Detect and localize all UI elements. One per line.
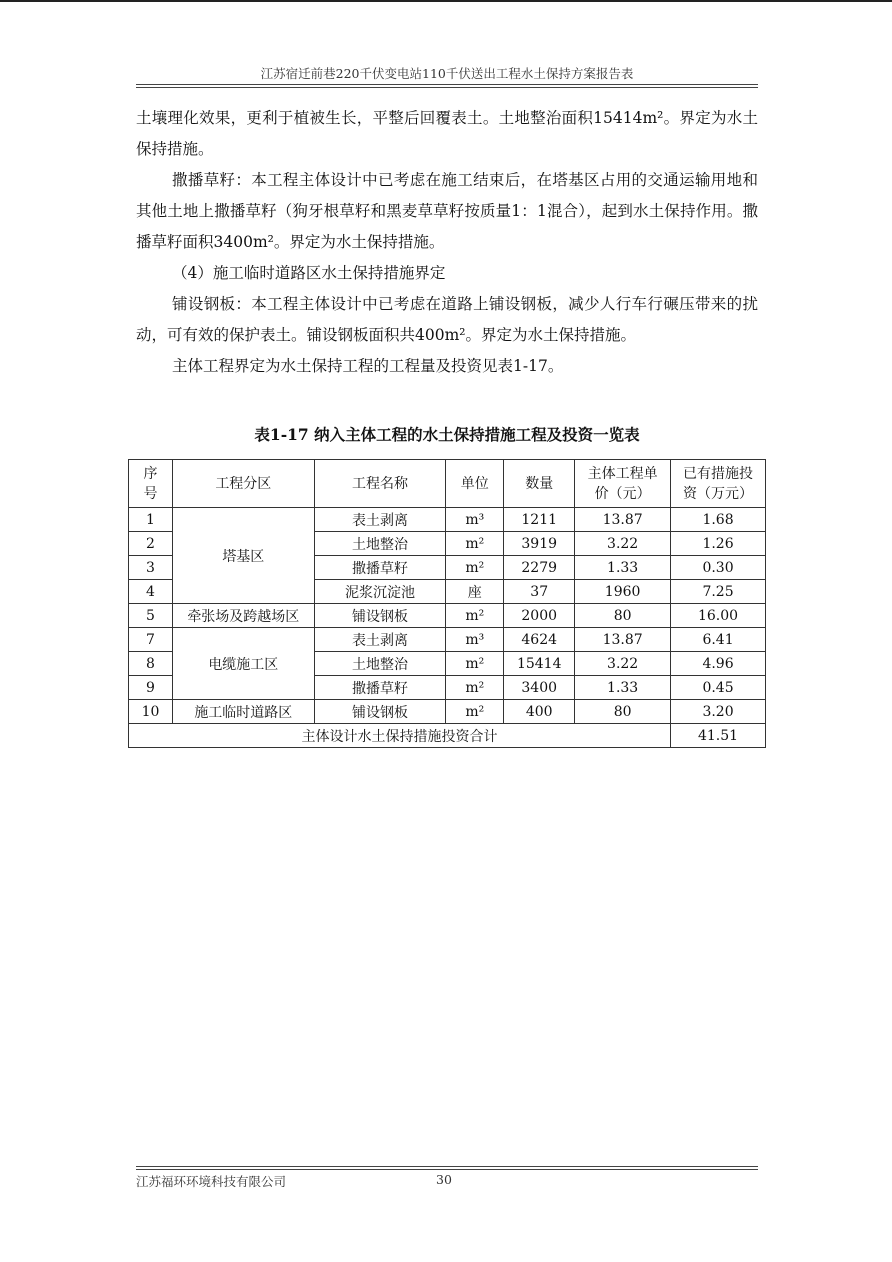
header-area: 工程分区	[172, 460, 314, 508]
cell-unit: m²	[446, 700, 504, 724]
page-header: 江苏宿迁前巷220千伏变电站110千伏送出工程水土保持方案报告表	[260, 66, 634, 81]
cell-no: 2	[129, 532, 173, 556]
total-value: 41.51	[671, 724, 766, 748]
cell-qty: 3919	[504, 532, 575, 556]
cell-name: 撒播草籽	[314, 556, 446, 580]
cell-name: 表土剥离	[314, 508, 446, 532]
cell-price: 13.87	[575, 628, 671, 652]
table-total-row	[129, 724, 766, 748]
footer-rule	[136, 1166, 758, 1167]
cell-qty: 2000	[504, 604, 575, 628]
cell-qty: 400	[504, 700, 575, 724]
cell-qty: 4624	[504, 628, 575, 652]
cell-unit: m²	[446, 604, 504, 628]
table-header-row	[129, 460, 766, 508]
header-no: 序号	[129, 460, 173, 508]
cell-unit: m²	[446, 532, 504, 556]
total-label: 主体设计水土保持措施投资合计	[129, 724, 671, 748]
cell-invest: 6.41	[671, 628, 766, 652]
header-rule	[136, 84, 758, 85]
cell-invest: 3.20	[671, 700, 766, 724]
cell-invest: 1.26	[671, 532, 766, 556]
table-row	[129, 628, 766, 652]
cell-qty: 3400	[504, 676, 575, 700]
header-name: 工程名称	[314, 460, 446, 508]
cell-invest: 0.45	[671, 676, 766, 700]
investment-table	[128, 459, 766, 748]
cell-no: 5	[129, 604, 173, 628]
cell-area: 塔基区	[172, 508, 314, 604]
paragraph: 主体工程界定为水土保持工程的工程量及投资见表1-17。	[172, 357, 564, 375]
cell-invest: 4.96	[671, 652, 766, 676]
cell-area: 牵张场及跨越场区	[172, 604, 314, 628]
header-rule	[136, 87, 758, 88]
top-border-line	[0, 0, 892, 2]
cell-price: 1.33	[575, 556, 671, 580]
cell-invest: 1.68	[671, 508, 766, 532]
table-caption: 表1-17 纳入主体工程的水土保持措施工程及投资一览表	[254, 425, 640, 444]
footer-company: 江苏福环环境科技有限公司	[136, 1174, 287, 1189]
table-row	[129, 604, 766, 628]
cell-no: 4	[129, 580, 173, 604]
cell-unit: m²	[446, 652, 504, 676]
body-text	[136, 103, 758, 382]
cell-price: 80	[575, 604, 671, 628]
cell-name: 土地整治	[314, 652, 446, 676]
cell-name: 撒播草籽	[314, 676, 446, 700]
cell-no: 10	[129, 700, 173, 724]
cell-unit: m²	[446, 556, 504, 580]
cell-invest: 0.30	[671, 556, 766, 580]
paragraph: 撒播草籽：本工程主体设计中已考虑在施工结束后，在塔基区占用的交通运输用地和其他土地上撒播草籽（狗牙根草籽和黑麦草草籽按质量1：1混合），起到水土保持作用。撒播草籽面积3400m²。界定为水土保持措施。	[136, 171, 758, 251]
page-number: 30	[436, 1172, 452, 1187]
section-heading: （4）施工临时道路区水土保持措施界定	[172, 264, 446, 282]
cell-name: 表土剥离	[314, 628, 446, 652]
cell-price: 3.22	[575, 532, 671, 556]
paragraph: 铺设钢板：本工程主体设计中已考虑在道路上铺设钢板，减少人行车行碾压带来的扰动，可有效的保护表土。铺设钢板面积共400m²。界定为水土保持措施。	[136, 295, 758, 344]
cell-name: 铺设钢板	[314, 700, 446, 724]
cell-no: 1	[129, 508, 173, 532]
cell-area: 电缆施工区	[172, 628, 314, 700]
cell-qty: 37	[504, 580, 575, 604]
cell-unit: m²	[446, 676, 504, 700]
table-row	[129, 700, 766, 724]
cell-name: 土地整治	[314, 532, 446, 556]
cell-area: 施工临时道路区	[172, 700, 314, 724]
cell-price: 80	[575, 700, 671, 724]
cell-price: 1960	[575, 580, 671, 604]
cell-no: 8	[129, 652, 173, 676]
footer-rule	[136, 1169, 758, 1170]
cell-name: 泥浆沉淀池	[314, 580, 446, 604]
header-unit: 单位	[446, 460, 504, 508]
paragraph: 土壤理化效果，更利于植被生长，平整后回覆表土。土地整治面积15414m²。界定为水土保持措施。	[136, 109, 758, 158]
cell-invest: 7.25	[671, 580, 766, 604]
cell-price: 1.33	[575, 676, 671, 700]
cell-unit: m³	[446, 508, 504, 532]
header-qty: 数量	[504, 460, 575, 508]
cell-no: 9	[129, 676, 173, 700]
cell-price: 3.22	[575, 652, 671, 676]
header-price: 主体工程单价（元）	[575, 460, 671, 508]
table-row	[129, 508, 766, 532]
cell-unit: m³	[446, 628, 504, 652]
cell-qty: 15414	[504, 652, 575, 676]
cell-name: 铺设钢板	[314, 604, 446, 628]
cell-no: 7	[129, 628, 173, 652]
cell-price: 13.87	[575, 508, 671, 532]
cell-no: 3	[129, 556, 173, 580]
cell-qty: 2279	[504, 556, 575, 580]
cell-invest: 16.00	[671, 604, 766, 628]
cell-unit: 座	[446, 580, 504, 604]
cell-qty: 1211	[504, 508, 575, 532]
header-invest: 已有措施投资（万元）	[671, 460, 766, 508]
